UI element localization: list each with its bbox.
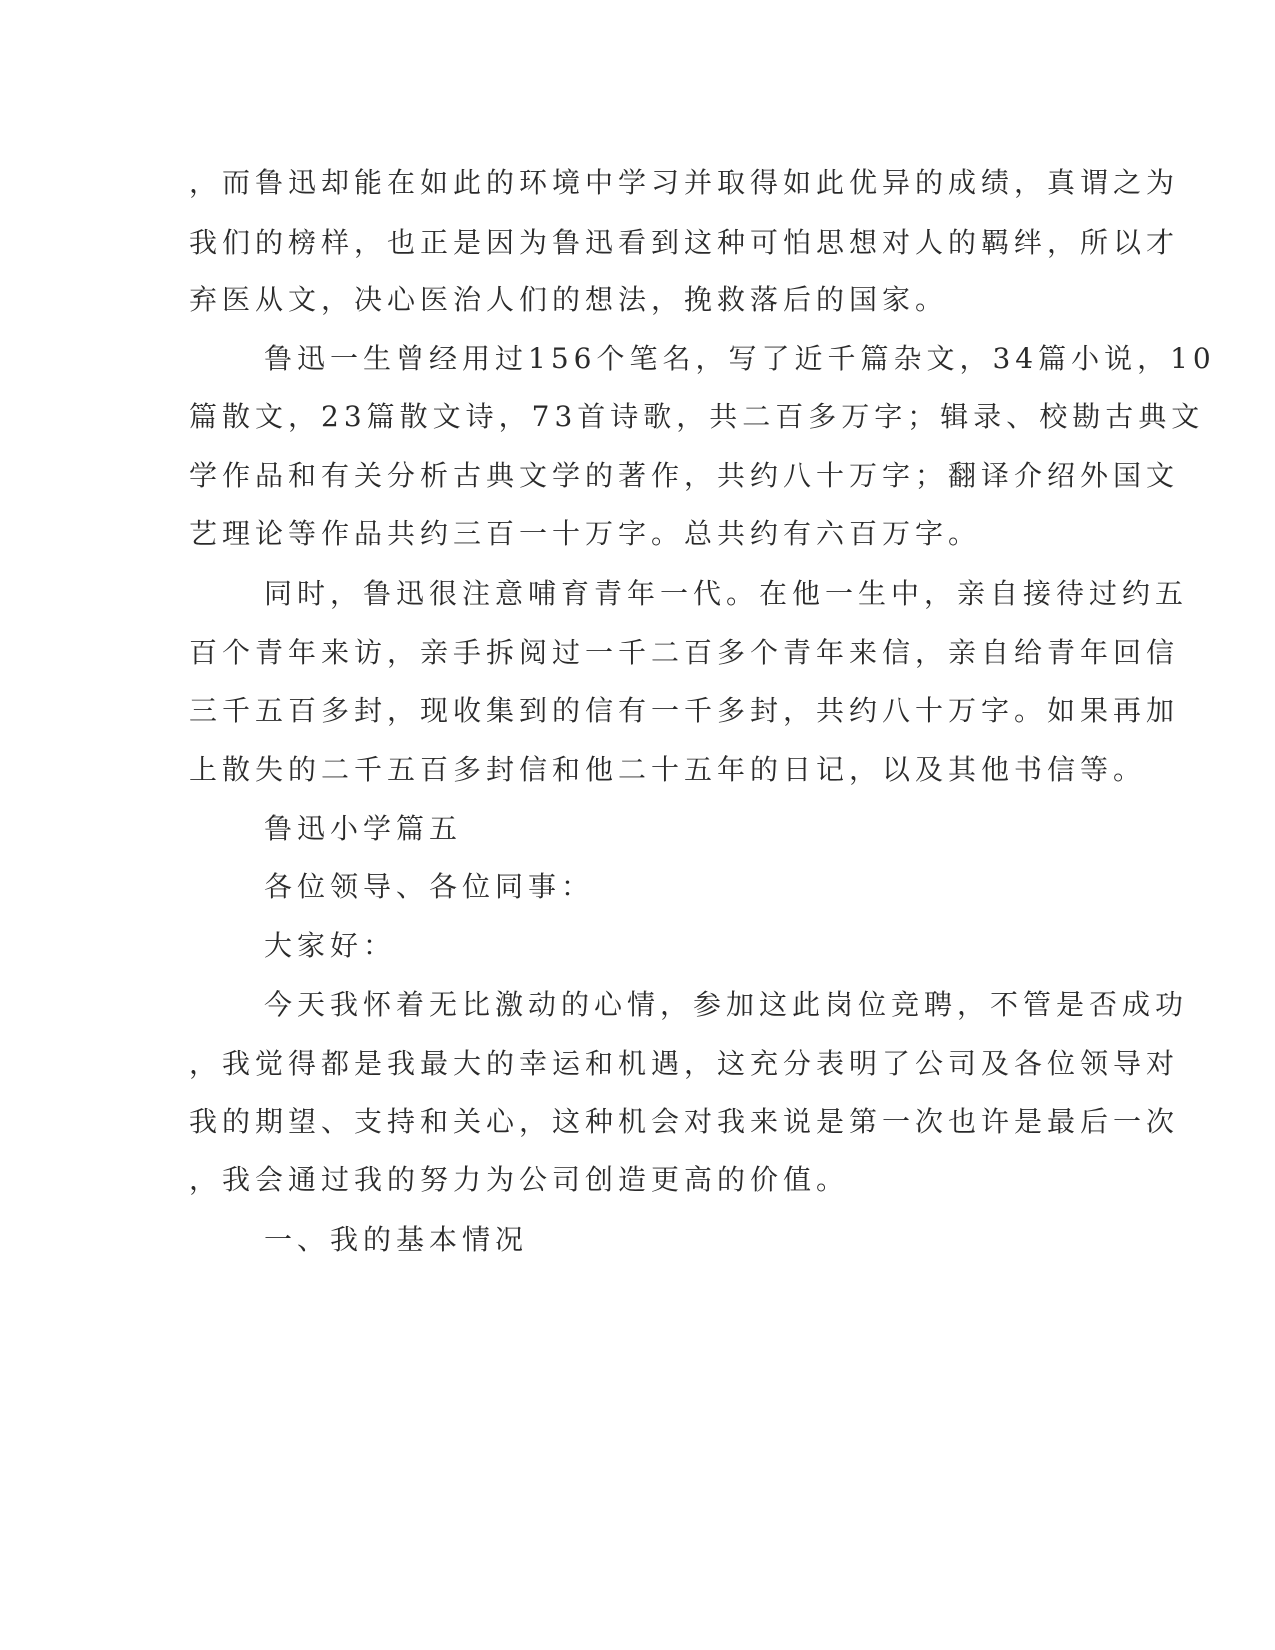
text-line: 篇散文，23篇散文诗，73首诗歌，共二百多万字；辑录、校勘古典文 <box>189 400 1205 433</box>
text-line: 今天我怀着无比激动的心情，参加这此岗位竞聘，不管是否成功 <box>264 988 1189 1021</box>
text-line: 我们的榜样，也正是因为鲁迅看到这种可怕思想对人的羁绊，所以才 <box>189 226 1180 259</box>
text-line: 鲁迅一生曾经用过156个笔名，写了近千篇杂文，34篇小说，10 <box>264 342 1216 375</box>
text-line: 弃医从文，决心医治人们的想法，挽救落后的国家。 <box>189 283 949 316</box>
text-line: ，而鲁迅却能在如此的环境中学习并取得如此优异的成绩，真谓之为 <box>189 166 1180 199</box>
text-line: 百个青年来访，亲手拆阅过一千二百多个青年来信，亲自给青年回信 <box>189 636 1180 669</box>
text-line: 同时，鲁迅很注意哺育青年一代。在他一生中，亲自接待过约五 <box>264 577 1189 610</box>
text-line: 学作品和有关分析古典文学的著作，共约八十万字；翻译介绍外国文 <box>189 459 1180 492</box>
greeting: 大家好： <box>264 929 397 962</box>
text-line: ，我觉得都是我最大的幸运和机遇，这充分表明了公司及各位领导对 <box>189 1047 1180 1080</box>
section-heading: 一、我的基本情况 <box>264 1223 529 1256</box>
text-line: 三千五百多封，现收集到的信有一千多封，共约八十万字。如果再加 <box>189 694 1180 727</box>
text-line: 上散失的二千五百多封信和他二十五年的日记，以及其他书信等。 <box>189 753 1147 786</box>
salutation: 各位领导、各位同事： <box>264 870 595 903</box>
text-line: ，我会通过我的努力为公司创造更高的价值。 <box>189 1163 850 1196</box>
text-line: 艺理论等作品共约三百一十万字。总共约有六百万字。 <box>189 517 982 550</box>
section-heading: 鲁迅小学篇五 <box>264 812 463 845</box>
text-line: 我的期望、支持和关心，这种机会对我来说是第一次也许是最后一次 <box>189 1105 1180 1138</box>
